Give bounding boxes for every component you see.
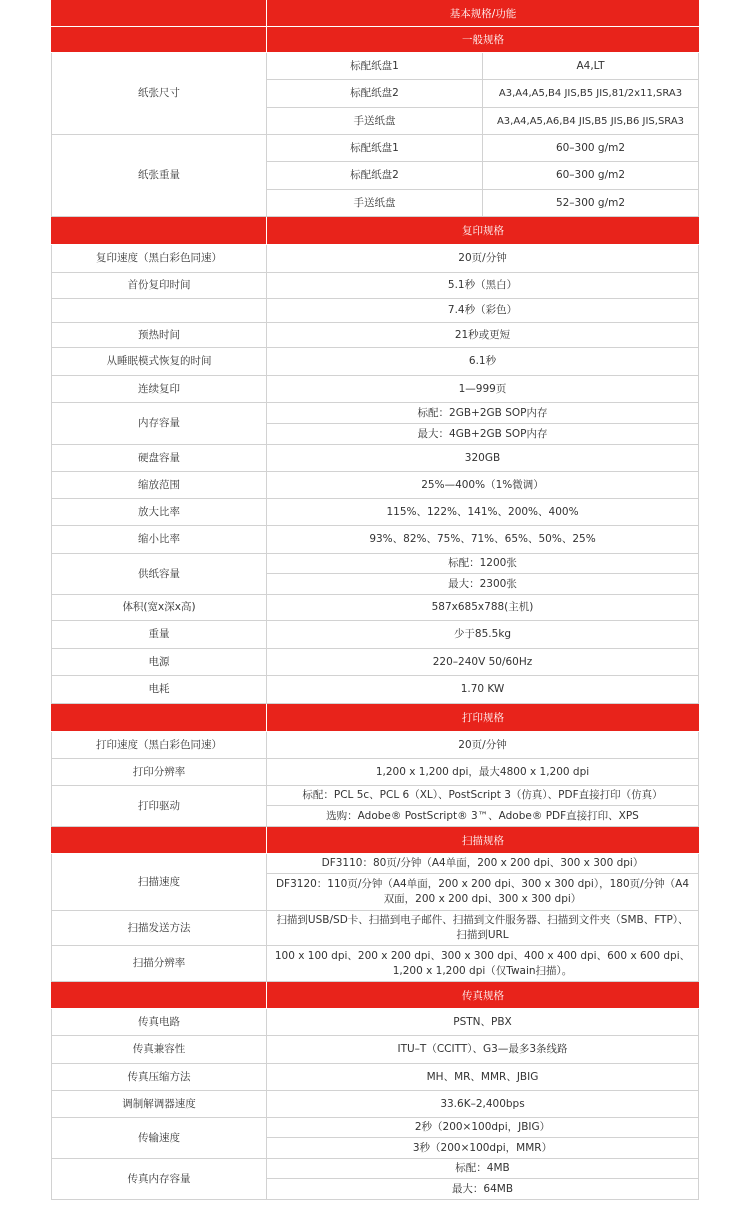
- print-driver-label: 打印驱动: [51, 786, 267, 827]
- memory-max: 最大：4GB+2GB SOP内存: [267, 424, 699, 445]
- continuous-copy-value: 1—999页: [267, 376, 699, 403]
- section-header-copy: [51, 217, 699, 245]
- section-header-fax: [51, 982, 699, 1009]
- scan-resolution-value: 100 x 100 dpi、200 x 200 dpi、300 x 300 dpi、400 x 400 dpi、600 x 600 dpi、1,200 x 1,200 dpi（仅Twain扫描）。: [267, 946, 699, 982]
- section-header-scan: [51, 827, 699, 854]
- section-title-copy: 复印规格: [462, 225, 504, 237]
- paper-size-bypass-value: A3,A4,A5,A6,B4 JIS,B5 JIS,B6 JIS,SRA3: [483, 108, 699, 135]
- dimensions-value: 587x685x788(主机): [267, 595, 699, 621]
- enlarge-value: 115%、122%、141%、200%、400%: [267, 499, 699, 526]
- scan-speed-label: 扫描速度: [51, 854, 267, 911]
- fax-line-label: 传真电路: [51, 1009, 267, 1036]
- print-driver-standard: 标配：PCL 5c、PCL 6（XL）、PostScript 3（仿真）、PDF直接打印（仿真）: [267, 786, 699, 806]
- paper-weight-tray1-value: 60–300 g/m2: [483, 135, 699, 162]
- fax-compat-value: ITU–T（CCITT）、G3—最多3条线路: [267, 1036, 699, 1064]
- continuous-copy-label: 连续复印: [51, 376, 267, 403]
- copy-speed-label: 复印速度（黑白彩色同速）: [51, 245, 267, 273]
- power-label: 电源: [51, 649, 267, 676]
- fax-modem-value: 33.6K–2,400bps: [267, 1091, 699, 1118]
- fax-memory-standard: 标配：4MB: [267, 1159, 699, 1179]
- paper-weight-tray2-value: 60–300 g/m2: [483, 162, 699, 190]
- dimensions-label: 体积(宽x深x高): [51, 595, 267, 621]
- first-copy-value-color: 7.4秒（彩色）: [267, 299, 699, 323]
- consumption-label: 电耗: [51, 676, 267, 704]
- fax-compression-value: MH、MR、MMR、JBIG: [267, 1064, 699, 1091]
- section-title-general: 一般规格: [462, 34, 504, 46]
- fax-memory-max: 最大：64MB: [267, 1179, 699, 1200]
- scan-speed-df3110: DF3110：80页/分钟（A4单面，200 x 200 dpi、300 x 300 dpi）: [267, 854, 699, 874]
- section-header-basic: [51, 0, 699, 27]
- paper-size-tray2-value: A3,A4,A5,B4 JIS,B5 JIS,81/2x11,SRA3: [483, 80, 699, 108]
- fax-transmission-mmr: 3秒（200×100dpi，MMR）: [267, 1138, 699, 1159]
- fax-modem-label: 调制解调器速度: [51, 1091, 267, 1118]
- paper-weight-bypass: 手送纸盘: [267, 190, 483, 217]
- print-resolution-value: 1,200 x 1,200 dpi，最大4800 x 1,200 dpi: [267, 759, 699, 786]
- print-speed-value: 20页/分钟: [267, 732, 699, 759]
- fax-compat-label: 传真兼容性: [51, 1036, 267, 1064]
- section-title-scan: 扫描规格: [462, 834, 504, 847]
- memory-label: 内存容量: [51, 403, 267, 445]
- memory-standard: 标配：2GB+2GB SOP内存: [267, 403, 699, 424]
- section-title-basic: 基本规格/功能: [449, 7, 517, 20]
- power-value: 220–240V 50/60Hz: [267, 649, 699, 676]
- print-speed-label: 打印速度（黑白彩色同速）: [51, 732, 267, 759]
- paper-size-bypass: 手送纸盘: [267, 108, 483, 135]
- scan-resolution-label: 扫描分辨率: [51, 946, 267, 982]
- warmup-label: 预热时间: [51, 323, 267, 348]
- weight-label: 重量: [51, 621, 267, 649]
- zoom-value: 25%—400%（1%微调）: [267, 472, 699, 499]
- paper-weight-tray2: 标配纸盘2: [267, 162, 483, 190]
- fax-transmission-label: 传输速度: [51, 1118, 267, 1159]
- reduce-label: 缩小比率: [51, 526, 267, 554]
- sleep-recovery-value: 6.1秒: [267, 348, 699, 376]
- scan-send-value: 扫描到USB/SD卡、扫描到电子邮件、扫描到文件服务器、扫描到文件夹（SMB、FTP）、扫描到URL: [267, 911, 699, 946]
- paper-capacity-max: 最大：2300张: [267, 574, 699, 595]
- first-copy-label: 首份复印时间: [51, 273, 267, 299]
- paper-weight-tray1: 标配纸盘1: [267, 135, 483, 162]
- paper-capacity-standard: 标配：1200张: [267, 554, 699, 574]
- fax-memory-label: 传真内存容量: [51, 1159, 267, 1200]
- section-header-print: [51, 704, 699, 732]
- first-copy-label-blank: [51, 299, 267, 323]
- enlarge-label: 放大比率: [51, 499, 267, 526]
- first-copy-value-mono: 5.1秒（黑白）: [267, 273, 699, 299]
- sleep-recovery-label: 从睡眠模式恢复的时间: [51, 348, 267, 376]
- section-title-fax: 传真规格: [462, 989, 504, 1002]
- scan-speed-df3120: DF3120：110页/分钟（A4单面，200 x 200 dpi、300 x 300 dpi），180页/分钟（A4双面，200 x 200 dpi、300 x 300 dpi）: [267, 874, 699, 911]
- section-title-print: 打印规格: [462, 712, 504, 724]
- spec-table: [51, 0, 699, 1200]
- scan-send-label: 扫描发送方法: [51, 911, 267, 946]
- warmup-value: 21秒或更短: [267, 323, 699, 348]
- paper-capacity-label: 供纸容量: [51, 554, 267, 595]
- fax-transmission-jbig: 2秒（200×100dpi，JBIG）: [267, 1118, 699, 1138]
- section-header-general: [51, 27, 699, 53]
- fax-compression-label: 传真压缩方法: [51, 1064, 267, 1091]
- paper-weight-bypass-value: 52–300 g/m2: [483, 190, 699, 217]
- print-resolution-label: 打印分辨率: [51, 759, 267, 786]
- hdd-value: 320GB: [267, 445, 699, 472]
- hdd-label: 硬盘容量: [51, 445, 267, 472]
- reduce-value: 93%、82%、75%、71%、65%、50%、25%: [267, 526, 699, 554]
- weight-value: 少于85.5kg: [267, 621, 699, 649]
- paper-size-tray1: 标配纸盘1: [267, 53, 483, 80]
- paper-size-tray1-value: A4,LT: [483, 53, 699, 80]
- print-driver-optional: 选购：Adobe® PostScript® 3™、Adobe® PDF直接打印、XPS: [267, 806, 699, 827]
- paper-size-tray2: 标配纸盘2: [267, 80, 483, 108]
- zoom-label: 缩放范围: [51, 472, 267, 499]
- copy-speed-value: 20页/分钟: [267, 245, 699, 273]
- paper-weight-label: 纸张重量: [51, 135, 267, 217]
- consumption-value: 1.70 KW: [267, 676, 699, 704]
- paper-size-label: 纸张尺寸: [51, 53, 267, 135]
- fax-line-value: PSTN、PBX: [267, 1009, 699, 1036]
